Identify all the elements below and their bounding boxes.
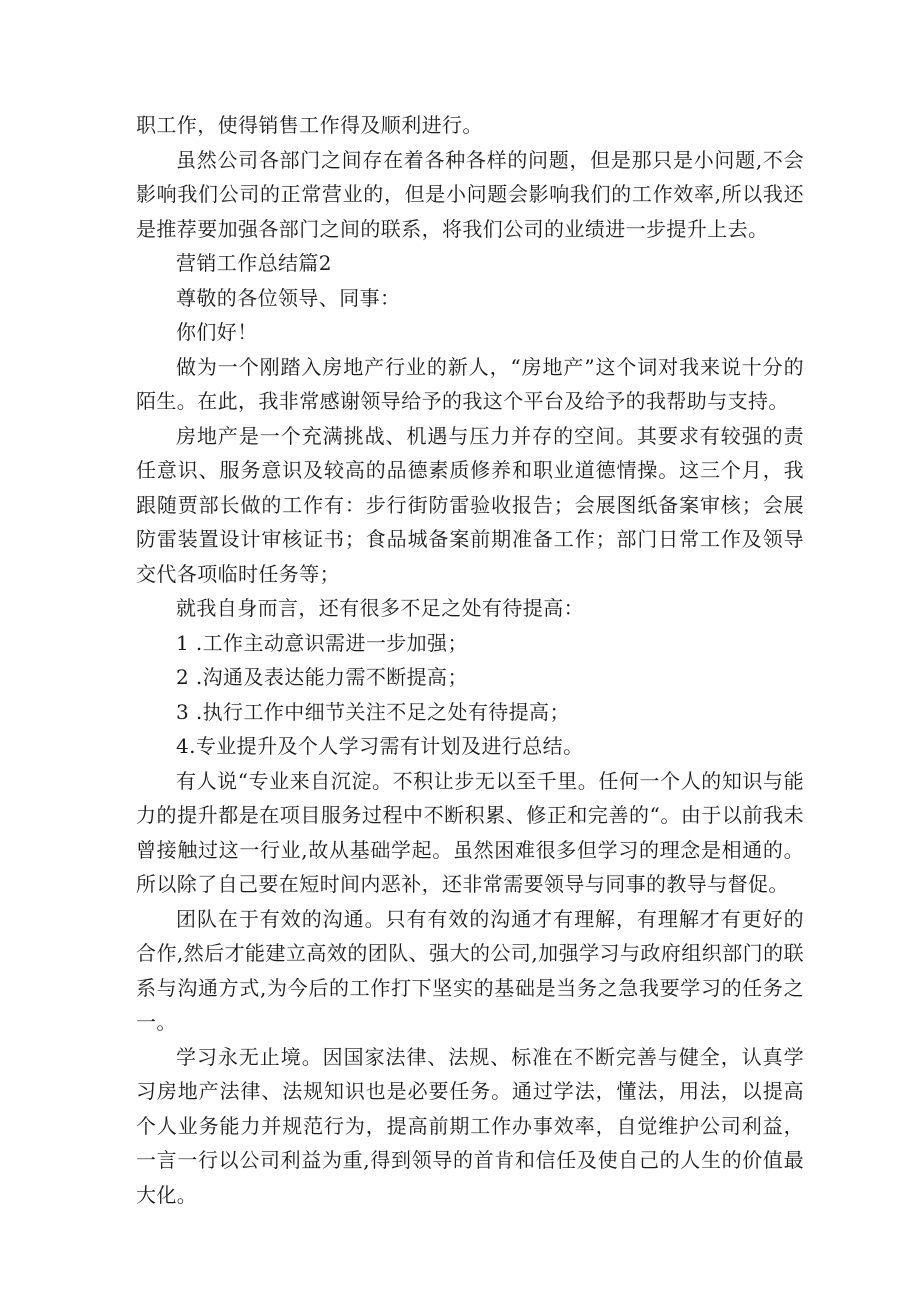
list-item: 1 .工作主动意识需进一步加强； bbox=[176, 630, 468, 655]
section-heading: 营销工作总结篇2 bbox=[176, 251, 332, 275]
paragraph: 房地产是一个充满挑战、机遇与压力并存的空间。其要求有较强的责任意识、服务意识及较高的品德素质修养和职业道德情操。这三个月，我跟随贾部长做的工作有：步行街防雷验收报告；会展图纸备案审核；会展防雷装置设计审核证书；食品城备案前期准备工作；部门日常工作及领导交代各项临时任务等； bbox=[136, 423, 804, 586]
paragraph: 团队在于有效的沟通。只有有效的沟通才有理解，有理解才有更好的合作,然后才能建立高效的团队、强大的公司,加强学习与政府组织部门的联系与沟通方式,为今后的工作打下坚实的基础是当务之急我要学习的任务之一。 bbox=[136, 906, 804, 1034]
salutation: 尊敬的各位领导、同事： bbox=[176, 285, 401, 310]
document-body bbox=[136, 108, 804, 1212]
paragraph: 做为一个刚踏入房地产行业的新人，“房地产”这个词对我来说十分的陌生。在此，我非常感谢领导给予的我这个平台及给予的我帮助与支持。 bbox=[136, 354, 804, 413]
paragraph: 就我自身而言，还有很多不足之处有待提高： bbox=[176, 596, 584, 620]
paragraph: 有人说“专业来自沉淀。不积让步无以至千里。任何一个人的知识与能力的提升都是在项目服务过程中不断积累、修正和完善的“。由于以前我未曾接触过这一行业,故从基础学起。虽然困难很多但学习的理念是相通的。所以除了自己要在短时间内恶补，还非常需要领导与同事的教导与督促。 bbox=[136, 768, 804, 896]
greeting: 你们好！ bbox=[176, 320, 258, 344]
list-item: 2 .沟通及表达能力需不断提高； bbox=[176, 665, 468, 689]
list-item: 4.专业提升及个人学习需有计划及进行总结。 bbox=[176, 734, 584, 758]
list-item: 3 .执行工作中细节关注不足之处有待提高； bbox=[176, 699, 570, 724]
paragraph: 职工作，使得销售工作得及顺利进行。 bbox=[136, 113, 483, 137]
paragraph: 学习永无止境。因国家法律、法规、标准在不断完善与健全，认真学习房地产法律、法规知识也是必要任务。通过学法，懂法，用法，以提高个人业务能力并规范行为，提高前期工作办事效率，自觉维护公司利益，一言一行以公司利益为重,得到领导的首肯和信任及使自己的人生的价值最大化。 bbox=[136, 1044, 804, 1207]
paragraph: 虽然公司各部门之间存在着各种各样的问题，但是那只是小问题,不会影响我们公司的正常营业的，但是小问题会影响我们的工作效率,所以我还是推荐要加强各部门之间的联系，将我们公司的业绩进一步提升上去。 bbox=[136, 147, 804, 241]
